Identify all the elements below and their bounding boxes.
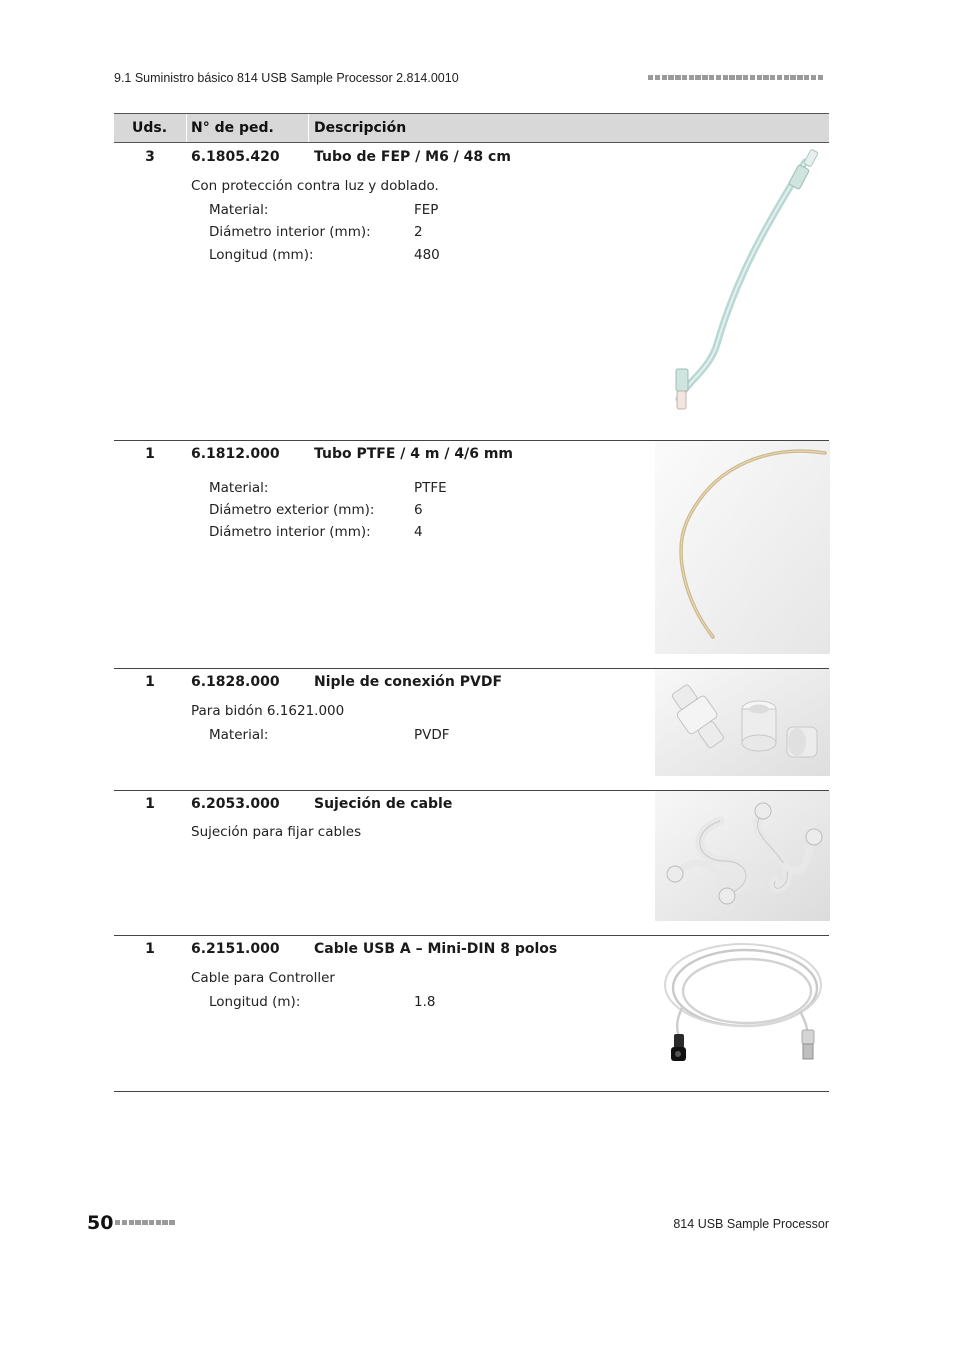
col-header-order-no: N° de ped. — [191, 120, 274, 136]
item-code: 6.2151.000 — [191, 941, 280, 957]
item-qty: 1 — [145, 941, 155, 957]
item-title: Tubo de FEP / M6 / 48 cm — [314, 149, 511, 165]
item-code: 6.2053.000 — [191, 796, 280, 812]
item-qty: 1 — [145, 796, 155, 812]
fep-tube-image — [655, 144, 830, 434]
spec-value: 480 — [414, 247, 440, 263]
spec-value: 4 — [414, 524, 423, 540]
item-code: 6.1805.420 — [191, 149, 280, 165]
item-qty: 3 — [145, 149, 155, 165]
page-number: 50 — [87, 1212, 114, 1234]
spec-label: Material: — [209, 727, 269, 743]
item-description: Cable para Controller — [191, 970, 335, 986]
spec-label: Diámetro interior (mm): — [209, 224, 371, 240]
section-title: 9.1 Suministro básico 814 USB Sample Processor — [114, 71, 393, 85]
item-description: Para bidón 6.1621.000 — [191, 703, 345, 719]
spec-label: Longitud (m): — [209, 994, 301, 1010]
spec-value: PTFE — [414, 480, 447, 496]
product-name: 814 USB Sample Processor — [673, 1217, 829, 1231]
usb-cable-image — [655, 936, 830, 1076]
item-code: 6.1828.000 — [191, 674, 280, 690]
item-title: Niple de conexión PVDF — [314, 674, 503, 690]
connection-nipple-image — [655, 669, 830, 776]
spec-value: PVDF — [414, 727, 450, 743]
col-header-description: Descripción — [314, 120, 407, 136]
row-divider — [114, 1091, 829, 1092]
spec-label: Material: — [209, 202, 269, 218]
item-description: Con protección contra luz y doblado. — [191, 178, 439, 194]
spec-label: Diámetro interior (mm): — [209, 524, 371, 540]
table-header — [114, 113, 829, 143]
item-title: Cable USB A – Mini-DIN 8 polos — [314, 941, 558, 957]
item-title: Sujeción de cable — [314, 796, 453, 812]
item-description: Sujeción para fijar cables — [191, 824, 362, 840]
item-code: 6.1812.000 — [191, 446, 280, 462]
ptfe-tube-image — [655, 441, 830, 654]
spec-value: 6 — [414, 502, 423, 518]
item-qty: 1 — [145, 446, 155, 462]
spec-label: Material: — [209, 480, 269, 496]
footer-decorative-squares — [115, 1220, 175, 1225]
spec-label: Longitud (mm): — [209, 247, 314, 263]
spec-label: Diámetro exterior (mm): — [209, 502, 375, 518]
spec-value: FEP — [414, 202, 439, 218]
item-title: Tubo PTFE / 4 m / 4/6 mm — [314, 446, 514, 462]
running-header: 9.1 Suministro básico 814 USB Sample Processor 2.814.0010 — [114, 71, 459, 85]
cable-clip-image — [655, 791, 830, 921]
spec-value: 2 — [414, 224, 423, 240]
col-header-qty: Uds. — [132, 120, 168, 136]
item-qty: 1 — [145, 674, 155, 690]
header-decorative-squares — [648, 75, 823, 80]
spec-value: 1.8 — [414, 994, 436, 1010]
